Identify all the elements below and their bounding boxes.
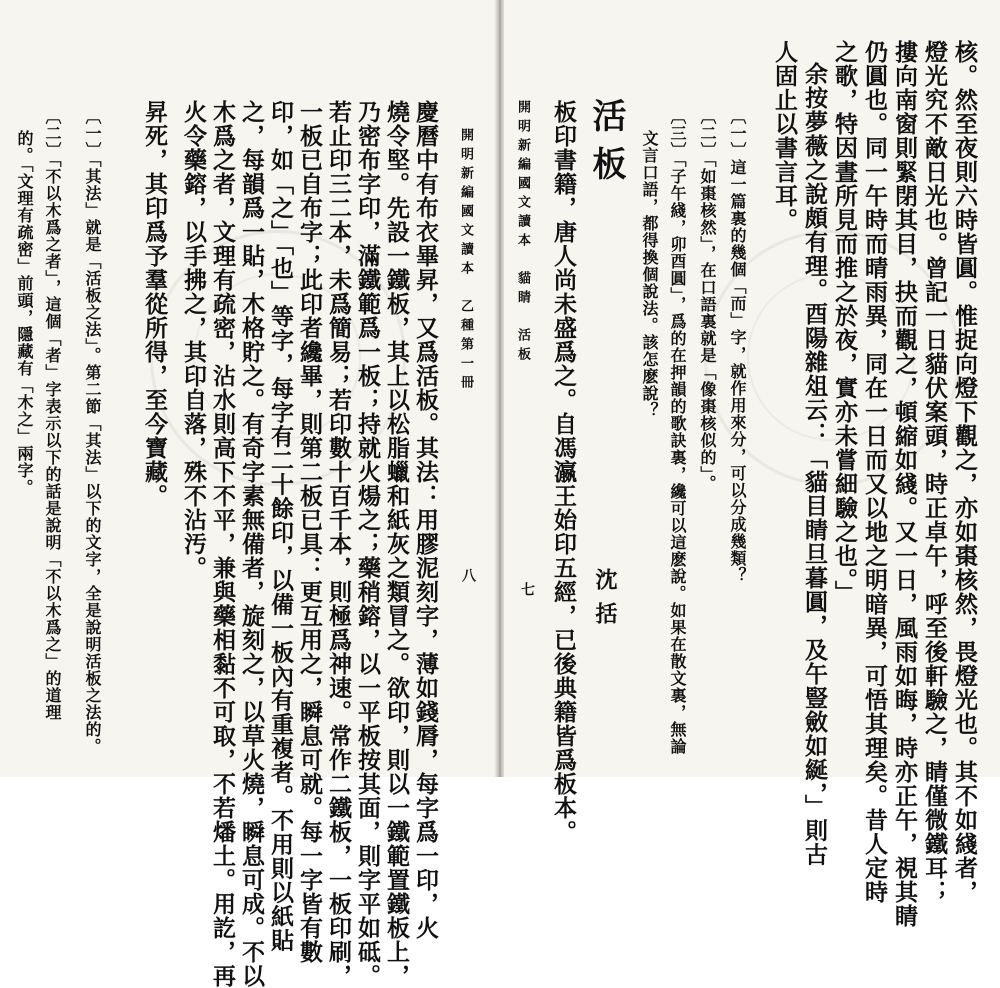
annotation-line: 〔一〕這一篇裏的幾個「而」字，就作用來分，可以分成幾類？ <box>728 108 747 584</box>
author-name: 沈括 <box>592 568 618 636</box>
body-line: 仍圓也。同一午時而晴雨異，同在一日而又以地之明暗異，可悟其理矣。昔人定時 <box>861 40 888 904</box>
body-line: 核。然至夜則六時皆圓。惟捉向燈下觀之，亦如棗核然，畏燈光也。其不如綫者， <box>951 40 978 904</box>
right-page <box>504 0 1000 928</box>
body-line: 印，如「之」「也」等字，每字有二十餘印，以備一板內有重複者。不用則以紙貼 <box>267 100 294 953</box>
body-line: 板印書籍，唐人尚未盛爲之。自馮瀛王始印五經，已後典籍皆爲板本。 <box>550 100 577 844</box>
body-line: 一板已自布字；此印者纔畢，則第二板已具：更互用之，瞬息可就。每一字皆有數 <box>296 100 323 964</box>
body-line: 昇死，其印爲予羣從所得，至今寶藏。 <box>141 100 168 508</box>
lesson-title: 活板 <box>586 98 626 194</box>
body-line: 火令藥鎔，以手拂之，其印自落，殊不沾汚。 <box>180 100 207 580</box>
annotation-line: 的。「文理有疏密」前頭，隱藏有「木之」兩字。 <box>15 130 34 496</box>
body-line: 若止印三二本，未爲簡易；若印數十百千本，則極爲神速。常作二鐵板，一板印刷， <box>325 100 352 988</box>
annotation-line: 文言口語，都得換個說法。該怎麽說？ <box>640 130 659 419</box>
body-line: 之歌，特因晝所見而推之於夜，實亦未嘗細驗之也。」 <box>831 40 858 605</box>
body-line: 燈光究不敵日光也。曾記一日貓伏案頭，時正卓午，呼至後軒驗之，睛僅微鐵耳； <box>921 40 948 904</box>
body-line: 木爲之者，文理有疏密，沾水則高下不平，兼與藥相黏不可取，不若燔土。用訖，再 <box>209 100 236 988</box>
page-number: 八 <box>460 568 476 583</box>
body-line: 摟向南窗則緊閉其目，抉而觀之，頓縮如綫。又一日，風雨如晦，時亦正午，視其睛 <box>891 40 918 928</box>
annotation-line: 〔二〕「不以木爲之者」，這個「者」字表示以下的話是說明「不以木爲之」的道理 <box>43 108 62 721</box>
annotation-line: 〔一〕「其法」就是「活板之法」。第二節「其法」以下的文字，全是說明活板之法的。 <box>83 108 102 755</box>
body-line: 余按夢薇之說頗有理。酉陽雜俎云：「貓目睛旦暮圓，及午豎斂如綖，」則古 <box>801 62 828 867</box>
body-line: 燒令堅。先設一鐵板，其上以松脂蠟和紙灰之類冒之。欲印，則以一鐵範置鐵板上， <box>383 100 410 988</box>
body-line: 慶曆中有布衣畢昇，又爲活板。其法：用膠泥刻字，薄如錢脣，每字爲一印，火 <box>412 100 439 940</box>
running-header: 開明新編國文讀本 貓睛 活板 <box>515 100 530 366</box>
annotation-line: 〔二〕「如棗核然」，在口語裏就是「像棗核似的」。 <box>698 108 717 492</box>
body-line: 之，每韻爲一貼，木格貯之。有奇字素無備者，旋刻之，以草火燒，瞬息可成。不以 <box>238 100 265 988</box>
body-line: 乃密布字印，滿鐵範爲一板；持就火煬之；藥稍鎔，以一平板按其面，則字平如砥。 <box>354 100 381 988</box>
annotation-line: 〔三〕「子午綫，卯酉圓」，爲的在押韻的歌訣裏，纔可以這麽說。如果在散文裏，無論 <box>668 108 687 755</box>
page-number: 七 <box>519 582 535 597</box>
left-page <box>0 0 496 988</box>
body-line: 人固止以書言耳。 <box>771 40 798 232</box>
running-header: 開明新編國文讀本 乙種第一冊 <box>458 128 473 394</box>
